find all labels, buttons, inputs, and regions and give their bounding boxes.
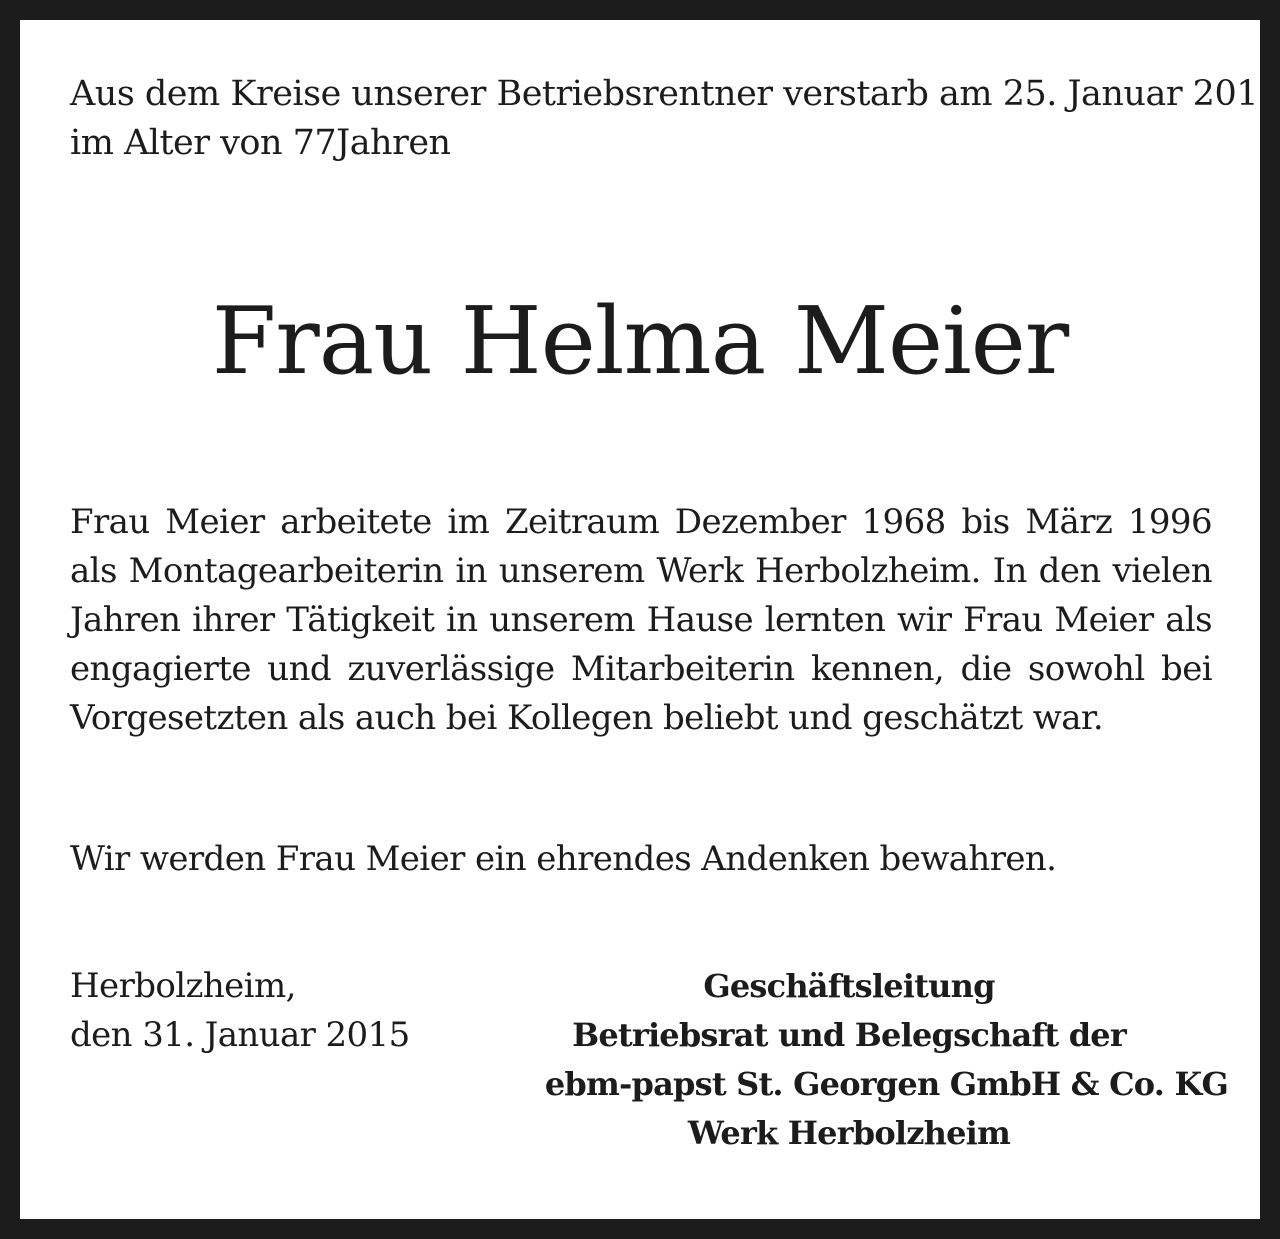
signature-line: Geschäftsleitung — [703, 967, 995, 1005]
intro-text — [70, 70, 1280, 168]
place-line: Herbolzheim, — [70, 966, 296, 1006]
deceased-name: Frau Helma Meier — [211, 287, 1069, 395]
date-line: den 31. Januar 2015 — [70, 1015, 410, 1055]
signature-line: Werk Herbolzheim — [687, 1114, 1011, 1152]
intro-line: im Alter von 77Jahren — [70, 123, 451, 163]
signature-line-company: ebm-papst St. Georgen GmbH & Co. KG — [544, 1065, 1228, 1103]
memorial-sentence: Wir werden Frau Meier ein ehrendes Andenken bewahren. — [70, 839, 1057, 879]
body-paragraph: Frau Meier arbeitete im Zeitraum Dezember 1968 bis März 1996 als Montagearbeiterin in unserem Werk Herbolzheim. In den vielen Jahren ihrer Tätigkeit in unserem Hause lernten wir Frau Meier als engagierte und zuverlässige Mitarbeiterin kennen, die sowohl bei Vorgesetzten als auch bei Kollegen beliebt und geschätzt war. — [70, 502, 1212, 738]
signature-line: Betriebsrat und Belegschaft der — [572, 1016, 1126, 1054]
signature-block — [470, 962, 1228, 1158]
place-and-date — [70, 962, 470, 1060]
intro-line: Aus dem Kreise unserer Betriebsrentner verstarb am 25. Januar 2015 — [70, 74, 1280, 114]
obituary-notice — [20, 20, 1280, 1219]
